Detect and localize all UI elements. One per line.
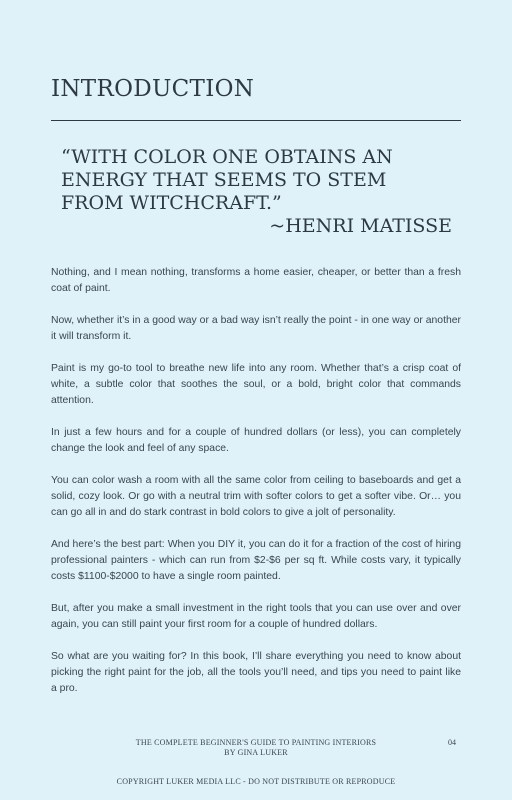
paragraph: And here’s the best part: When you DIY it, you can do it for a fraction of the cost of hiring professional painters - which can run from $2-$6 per sq ft. While costs vary, it typically costs $1100-$2000 to have a single room painted. (51, 539, 461, 582)
quote-line: ENERGY THAT SEEMS TO STEM (61, 169, 387, 191)
paragraph: You can color wash a room with all the same color from ceiling to baseboards and get a solid, cozy look. Or go with a neutral trim with softer colors to get a softer vibe. Or… you can go all in and do stark contrast in bold colors to give a jolt of personality. (51, 475, 461, 518)
paragraph: In just a few hours and for a couple of hundred dollars (or less), you can completely change the look and feel of any space. (51, 427, 461, 454)
title-divider (51, 120, 461, 121)
quote-attribution: ~HENRI MATISSE (269, 215, 452, 237)
body-text (51, 265, 461, 713)
page-title: INTRODUCTION (51, 76, 255, 102)
paragraph: So what are you waiting for? In this book, I’ll share everything you need to know about picking the right paint for the job, all the tools you’ll need, and tips you need to paint like a pro. (51, 651, 461, 694)
quote-line: FROM WITCHCRAFT.” (61, 192, 282, 214)
footer-author: BY GINA LUKER (224, 748, 288, 757)
quote-block (61, 146, 461, 238)
paragraph: But, after you make a small investment in the right tools that you can use over and over again, you can still paint your first room for a couple of hundred dollars. (51, 603, 461, 630)
paragraph: Paint is my go-to tool to breathe new life into any room. Whether that’s a crisp coat of white, a subtle color that soothes the soul, or a bold, bright color that commands attention. (51, 363, 461, 406)
footer-title-text: THE COMPLETE BEGINNER'S GUIDE TO PAINTING INTERIORS (135, 738, 377, 747)
copyright-notice: COPYRIGHT LUKER MEDIA LLC - DO NOT DISTRIBUTE OR REPRODUCE (116, 777, 396, 786)
page-number: 04 (448, 738, 456, 747)
quote-line: “WITH COLOR ONE OBTAINS AN (61, 146, 393, 168)
footer-book-title (100, 738, 412, 758)
paragraph: Now, whether it’s in a good way or a bad way isn’t really the point - in one way or another it will transform it. (51, 315, 461, 342)
paragraph: Nothing, and I mean nothing, transforms a home easier, cheaper, or better than a fresh coat of paint. (51, 267, 461, 294)
